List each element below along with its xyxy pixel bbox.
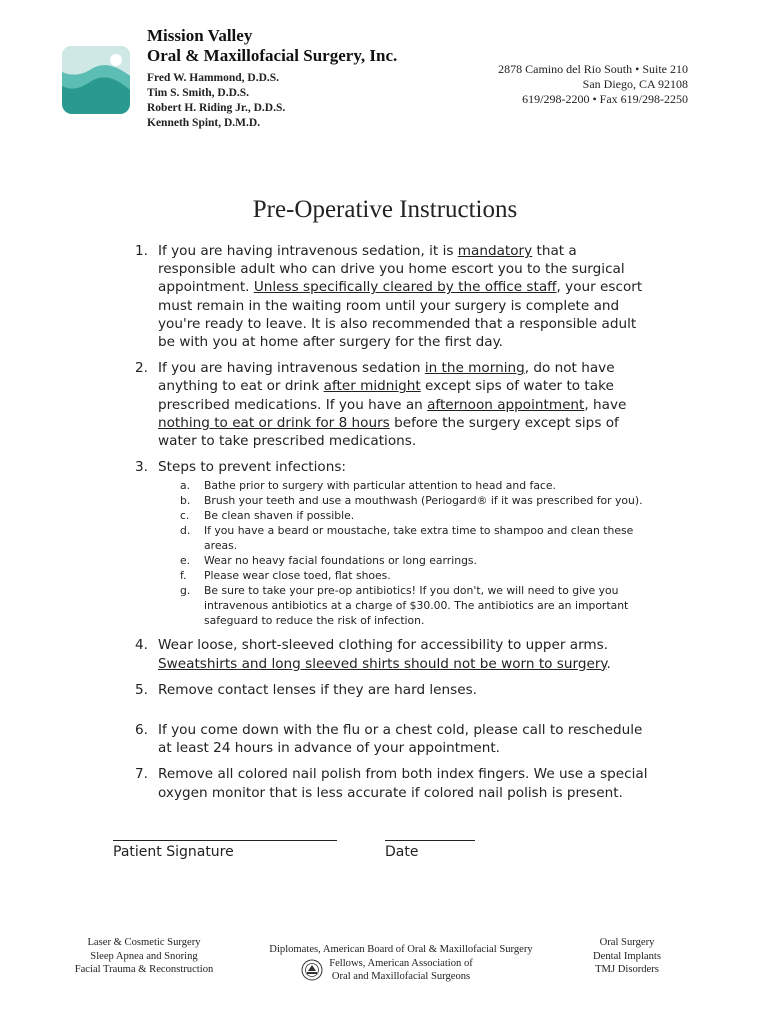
emphasized-text: afternoon appointment xyxy=(427,396,585,413)
instruction-number: 6. xyxy=(135,722,148,739)
instruction-item xyxy=(135,765,655,801)
footer-left-services xyxy=(60,936,228,977)
emphasized-text: in the morning xyxy=(424,360,525,377)
instruction-text xyxy=(158,765,655,801)
doctor-name: Tim S. Smith, D.D.S. xyxy=(147,87,250,99)
step-text: Be clean shaven if possible. xyxy=(204,509,355,523)
infection-step xyxy=(180,583,655,628)
instruction-text-run: Steps to prevent infections: xyxy=(158,459,346,476)
instruction-number: 5. xyxy=(135,681,148,698)
practice-address xyxy=(498,62,688,107)
emphasized-text: Unless specifically cleared by the office staff xyxy=(253,279,557,296)
instruction-text-run: that a responsible adult who can drive you home escort you to the surgical appointment. xyxy=(158,243,625,296)
patient-signature-line xyxy=(113,840,337,841)
doctor-name: Robert H. Riding Jr., D.D.S. xyxy=(147,102,286,114)
step-letter: e. xyxy=(180,554,191,568)
doctor-list xyxy=(147,71,285,131)
emphasized-text: after midnight xyxy=(323,378,421,395)
footer-fellows-block xyxy=(252,957,550,984)
instruction-number: 3. xyxy=(135,459,148,476)
instruction-item xyxy=(135,636,655,672)
infection-step xyxy=(180,508,655,523)
footer-service: Facial Trauma & Reconstruction xyxy=(74,964,214,975)
infection-step xyxy=(180,553,655,568)
page-title: Pre-Operative Instructions xyxy=(252,196,518,223)
step-letter: c. xyxy=(180,509,190,523)
step-letter: a. xyxy=(180,479,191,493)
step-text: Wear no heavy facial foundations or long earrings. xyxy=(204,554,477,568)
instruction-text-run: Remove all colored nail polish from both index fingers. We use a special oxygen monitor that is less accurate if colored nail polish is present. xyxy=(158,766,648,801)
instruction-number: 2. xyxy=(135,360,148,377)
instruction-text-run: If you are having intravenous sedation, it is xyxy=(158,243,458,259)
instruction-item xyxy=(135,721,655,757)
instruction-text xyxy=(158,242,655,351)
logo-wave-icon xyxy=(62,46,130,114)
footer-credentials xyxy=(252,943,550,984)
footer-service: Laser & Cosmetic Surgery xyxy=(87,937,201,948)
emphasized-text: Sweatshirts and long sleeved shirts should not be worn to surgery xyxy=(158,655,607,672)
instruction-text-run: , do not have anything to eat or drink xyxy=(158,360,615,395)
practice-logo xyxy=(62,46,130,114)
infection-steps-list xyxy=(180,478,655,628)
instruction-list xyxy=(135,242,655,810)
aaoms-seal-icon xyxy=(301,959,323,986)
footer-service: Dental Implants xyxy=(593,950,661,962)
date-line xyxy=(385,840,475,841)
company-line-2: Oral & Maxillofacial Surgery, Inc. xyxy=(147,46,398,65)
footer-service: Oral Surgery xyxy=(599,937,655,948)
step-text: Please wear close toed, flat shoes. xyxy=(204,569,391,583)
instruction-number: 4. xyxy=(135,637,148,654)
instruction-text-run: , have xyxy=(584,396,627,413)
emphasized-text: nothing to eat or drink for 8 hours xyxy=(158,414,390,431)
step-letter: d. xyxy=(180,524,191,538)
instruction-text xyxy=(158,458,655,476)
instruction-item xyxy=(135,242,655,351)
instruction-text-run: , your escort must remain in the waiting room until your surgery is complete and you're ready to leave. It is also recommended that a responsible adult be with you at home after surgery for the first day. xyxy=(158,279,643,351)
footer-fellows: Fellows, American Association of xyxy=(329,957,473,969)
instruction-item xyxy=(135,681,655,699)
instruction-item xyxy=(135,359,655,450)
instruction-text-run: If you come down with the flu or a chest cold, please call to reschedule at least 24 hours in advance of your appointment. xyxy=(158,722,643,757)
footer-diplomates: Diplomates, American Board of Oral & Maxillofacial Surgery xyxy=(269,944,533,955)
instruction-text-run: except sips of water to take prescribed medications. If you have an xyxy=(158,378,614,413)
date-label: Date xyxy=(385,844,419,860)
instruction-text-run: . xyxy=(606,655,611,672)
patient-signature-label: Patient Signature xyxy=(113,844,234,860)
instruction-number: 7. xyxy=(135,766,148,783)
address-street: 2878 Camino del Rio South • Suite 210 xyxy=(498,62,688,76)
footer-service: Sleep Apnea and Snoring xyxy=(90,950,198,962)
infection-step xyxy=(180,478,655,493)
footer-right-services xyxy=(572,936,682,977)
footer-association: Oral and Maxillofacial Surgeons xyxy=(331,971,471,982)
instruction-number: 1. xyxy=(135,243,148,259)
emphasized-text: mandatory xyxy=(457,243,533,259)
instruction-text-run: Wear loose, short-sleeved clothing for accessibility to upper arms. xyxy=(158,637,609,654)
instruction-text xyxy=(158,681,655,699)
instruction-text-run: If you are having intravenous sedation xyxy=(158,360,425,377)
infection-step xyxy=(180,493,655,508)
step-text: Be sure to take your pre-op antibiotics! If you don't, we will need to give you intravenous antibiotics at a charge of $30.00. The antibiotics are an important safeguard to reduce the risk of infection. xyxy=(204,584,629,628)
company-line-1: Mission Valley xyxy=(147,26,253,45)
instruction-text-run: before the surgery except sips of water to take prescribed medications. xyxy=(158,414,619,450)
instruction-text-run: Remove contact lenses if they are hard lenses. xyxy=(158,681,477,698)
step-letter: f. xyxy=(180,569,187,583)
address-city: San Diego, CA 92108 xyxy=(582,77,688,91)
address-phone: 619/298-2200 • Fax 619/298-2250 xyxy=(522,92,688,106)
step-text: Bathe prior to surgery with particular attention to head and face. xyxy=(204,479,556,493)
instruction-text xyxy=(158,721,655,757)
doctor-name: Fred W. Hammond, D.D.S. xyxy=(147,72,280,84)
doctor-name: Kenneth Spint, D.M.D. xyxy=(147,117,261,129)
company-name xyxy=(147,26,397,66)
infection-step xyxy=(180,523,655,553)
infection-step xyxy=(180,568,655,583)
instruction-text xyxy=(158,636,655,672)
step-text: If you have a beard or moustache, take extra time to shampoo and clean these areas. xyxy=(204,524,634,553)
step-letter: b. xyxy=(180,494,191,508)
footer-service: TMJ Disorders xyxy=(595,964,659,975)
step-text: Brush your teeth and use a mouthwash (Periogard® if it was prescribed for you). xyxy=(204,494,643,508)
step-letter: g. xyxy=(180,584,191,598)
instruction-text xyxy=(158,359,655,450)
instruction-item xyxy=(135,458,655,628)
